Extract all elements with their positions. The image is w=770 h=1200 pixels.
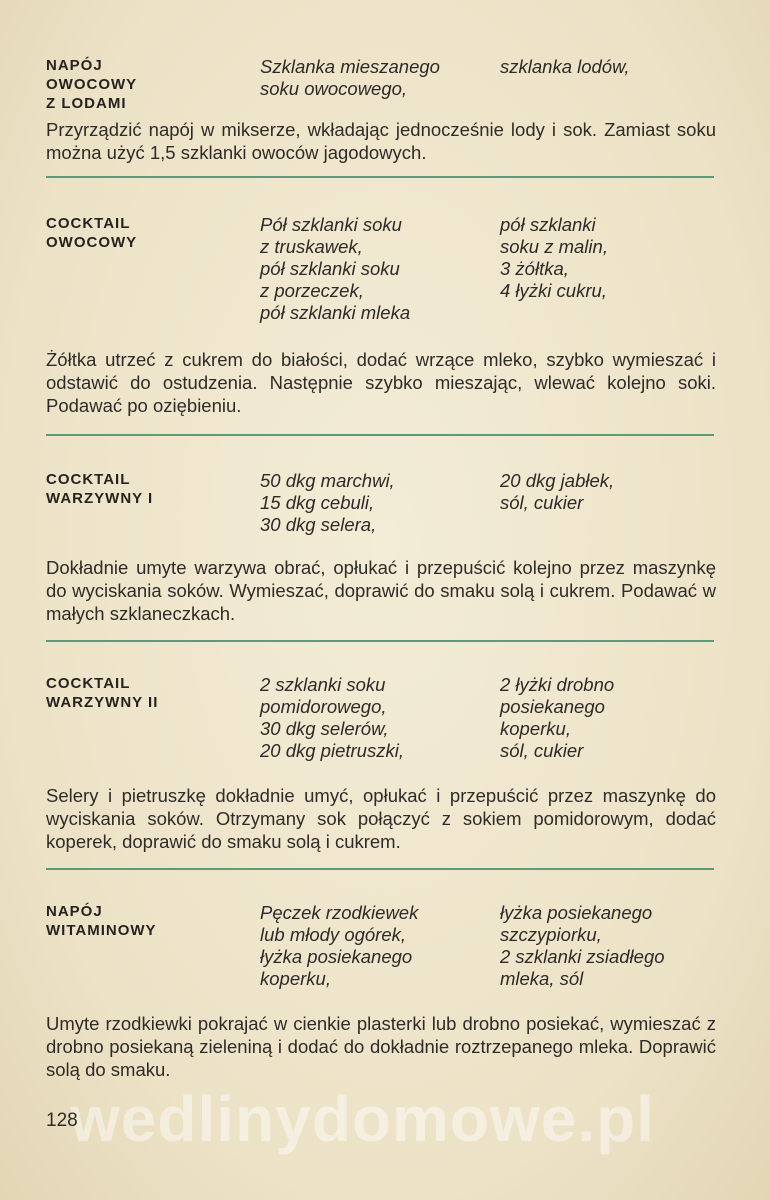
recipe-instructions: Żółtka utrzeć z cukrem do białości, dodać wrzące mleko, szybko wymieszać i odstawić do ostudzenia. Następnie szybko mieszając, wlewać kolejno soki. Podawać po oziębieniu. (46, 349, 716, 416)
section-divider (46, 434, 714, 436)
ingredients-column-1: Pół szklanki soku z truskawek, pół szklanki soku z porzeczek, pół szklanki mleka (260, 214, 411, 323)
recipe-title: NAPÓJ OWOCOWY Z LODAMI (46, 57, 138, 112)
recipe-title: COCKTAIL WARZYWNY II (46, 675, 159, 711)
ingredients-column-2: szklanka lodów, (500, 56, 630, 77)
ingredients-column-2: pół szklanki soku z malin, 3 żółtka, 4 łyżki cukru, (500, 214, 608, 301)
ingredients-column-2: 2 łyżki drobno posiekanego koperku, sól, cukier (500, 674, 615, 761)
ingredients-column-1: Szklanka mieszanego soku owocowego, (260, 56, 440, 99)
ingredients-column-2: łyżka posiekanego szczypiorku, 2 szklanki zsiadłego mleka, sól (500, 902, 665, 989)
recipe-title: COCKTAIL OWOCOWY (46, 215, 138, 251)
ingredients-column-2: 20 dkg jabłek, sól, cukier (500, 470, 615, 513)
ingredients-column-1: 50 dkg marchwi, 15 dkg cebuli, 30 dkg selera, (260, 470, 395, 535)
recipe-instructions: Umyte rzodkiewki pokrajać w cienkie plasterki lub drobno posiekać, wymieszać z drobno posiekaną zieleniną i dodać do dokładnie roztrzepanego mleka. Doprawić solą do smaku. (46, 1013, 716, 1080)
ingredients-column-1: 2 szklanki soku pomidorowego, 30 dkg selerów, 20 dkg pietruszki, (260, 674, 404, 761)
recipe-title: NAPÓJ WITAMINOWY (46, 903, 157, 939)
ingredients-column-1: Pęczek rzodkiewek lub młody ogórek, łyżka posiekanego koperku, (260, 902, 419, 989)
recipe-instructions: Dokładnie umyte warzywa obrać, opłukać i przepuścić kolejno przez maszynkę do wyciskania soków. Wymieszać, doprawić do smaku solą i cukrem. Podawać w małych szklaneczkach. (46, 557, 716, 624)
recipe-title: COCKTAIL WARZYWNY I (46, 471, 154, 507)
recipe-instructions: Selery i pietruszkę dokładnie umyć, opłukać i przepuścić przez maszynkę do wyciskania soków. Otrzymany sok połączyć z sokiem pomidorowym, dodać koperek, doprawić do smaku solą i cukrem. (46, 785, 716, 852)
section-divider (46, 176, 714, 178)
section-divider (46, 868, 714, 870)
section-divider (46, 640, 714, 642)
watermark: wedlinydomowe.pl (70, 1083, 655, 1155)
page-number: 128 (46, 1110, 78, 1131)
recipe-instructions: Przyrządzić napój w mikserze, wkładając jednocześnie lody i sok. Zamiast soku można użyć 1,5 szklanki owoców jagodowych. (46, 119, 716, 163)
